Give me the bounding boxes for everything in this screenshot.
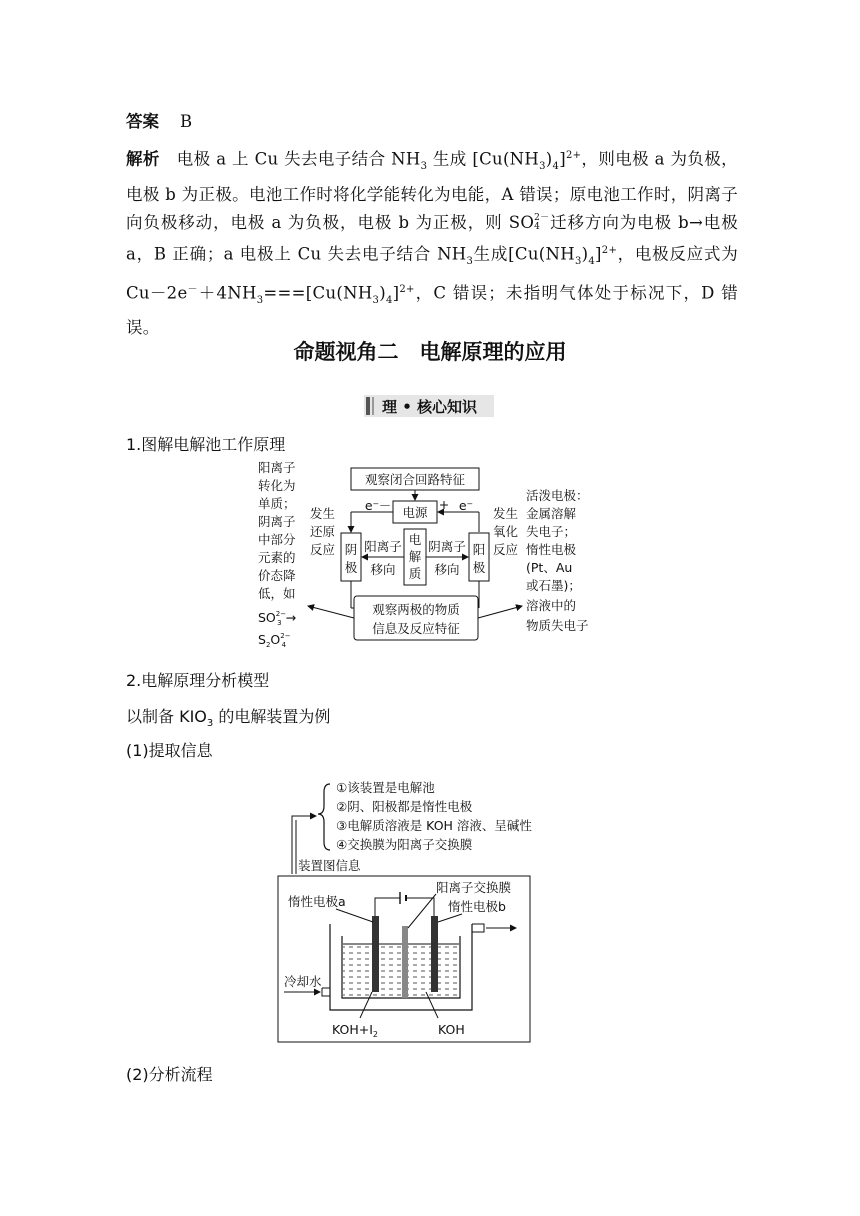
explanation-text: ) <box>379 283 386 303</box>
left-note-line: 中部分 <box>258 532 296 547</box>
electrode-a <box>372 916 379 992</box>
core-knowledge-badge <box>364 393 496 419</box>
so3-sub: 3 <box>277 619 282 627</box>
info-line: ③电解质溶液是 KOH 溶液、呈碱性 <box>336 818 532 833</box>
cathode-label: 阴 <box>344 542 358 557</box>
badge-bar <box>366 397 370 415</box>
subscript: 3 <box>466 255 474 267</box>
cation-move-label: 移向 <box>370 562 396 577</box>
left-solution-label <box>332 1022 378 1039</box>
explanation-text: 生成[Cu(NH <box>473 244 575 264</box>
example-tail: 的电解装置为例 <box>213 707 331 726</box>
power-label: 电源 <box>402 505 428 520</box>
right-note-line: 或石墨)； <box>526 578 581 593</box>
heading-1: 1.图解电解池工作原理 <box>126 435 286 454</box>
explanation-text: ] <box>392 283 400 303</box>
example-line <box>126 704 330 729</box>
right-solution-label: KOH <box>438 1022 465 1037</box>
left-note-line: 阴离子 <box>258 514 296 529</box>
oxidation-line: 发生 <box>493 506 519 521</box>
step-extract: (1)提取信息 <box>126 741 213 760</box>
so4-charge <box>534 214 549 232</box>
electrolysis-principle-diagram <box>250 458 600 654</box>
left-note <box>258 460 296 649</box>
minus-sign: － <box>378 498 392 513</box>
info-brace <box>318 784 330 850</box>
explanation-text: ＋4NH <box>197 283 257 303</box>
so3-text: SO <box>258 610 276 625</box>
badge-label: 理 • 核心知识 <box>382 398 478 416</box>
bottom-left-arrow <box>308 606 354 618</box>
info-list <box>336 780 532 852</box>
example-sub: 3 <box>206 718 214 730</box>
anion-move-label: 移向 <box>434 562 460 577</box>
explanation-text: ，电极反应式为 Cu－2e <box>126 244 738 303</box>
so3-formula <box>258 610 296 627</box>
answer-value: B <box>179 112 193 131</box>
subscript: 3 <box>420 160 428 172</box>
badge-graphic <box>364 393 496 419</box>
cooling-water-label: 冷却水 <box>284 974 322 989</box>
left-solution-text: KOH+I <box>332 1022 373 1037</box>
s2o4-sup: 2− <box>280 632 291 640</box>
kio3-electrolysis-device <box>276 776 532 1044</box>
superscript: 2+ <box>399 283 415 295</box>
badge-bar-thin <box>372 397 374 415</box>
superscript: 2+ <box>565 150 582 161</box>
subscript: 4 <box>552 160 560 172</box>
reduction-line: 还原 <box>310 524 336 539</box>
electron-right: e⁻ <box>458 498 474 513</box>
explanation-text: ，C 错误；未指明气体处于标况下，D 错误。 <box>126 283 738 338</box>
info-line: ①该装置是电解池 <box>336 780 435 795</box>
so3-sup: 2− <box>275 610 287 618</box>
bottom-box-label: 观察两极的物质 <box>372 602 460 617</box>
cathode-label: 极 <box>344 560 358 575</box>
oxidation-line: 反应 <box>493 542 519 557</box>
right-note-line: 惰性电极 <box>526 542 577 557</box>
oxidation-note <box>493 506 519 557</box>
anode-label: 极 <box>472 560 486 575</box>
answer-line <box>126 108 192 132</box>
subscript: 4 <box>588 255 596 267</box>
left-note-line: 转化为 <box>258 478 296 493</box>
heading-2: 2.电解原理分析模型 <box>126 671 270 690</box>
explanation-paragraph <box>126 142 738 342</box>
superscript: 2+ <box>601 244 618 256</box>
electron-left: e⁻ <box>364 498 380 513</box>
example-text: 以制备 KIO <box>126 707 207 726</box>
device-info-label: 装置图信息 <box>298 858 361 873</box>
answer-label: 答案 <box>126 112 159 131</box>
solution <box>343 944 459 997</box>
right-note-line: 溶液中的 <box>526 598 577 613</box>
s2o4-s: S <box>258 632 266 647</box>
electrode-b-label: 惰性电极b <box>448 899 506 914</box>
so3-arrow: → <box>285 610 297 625</box>
right-note-line: 物质失电子 <box>526 618 589 633</box>
electrolyte-label: 质 <box>408 566 422 581</box>
electrode-b <box>431 916 438 992</box>
reduction-note <box>310 506 336 557</box>
info-line: ②阴、阳极都是惰性电极 <box>336 799 473 814</box>
top-box-label: 观察闭合回路特征 <box>364 472 466 487</box>
electrolyte-label: 电 <box>408 532 422 547</box>
explanation-text: ] <box>595 244 602 264</box>
left-note-line: 单质； <box>258 496 296 511</box>
reduction-line: 发生 <box>310 506 336 521</box>
superscript: － <box>187 283 198 295</box>
cation-move-label: 阳离子 <box>364 539 402 554</box>
step-analyze: (2)分析流程 <box>126 1065 213 1084</box>
electrolyte-label: 解 <box>408 549 422 564</box>
s2o4-o: O <box>270 632 281 647</box>
left-note-line: 元素的 <box>258 550 296 565</box>
left-note-line: 阳离子 <box>258 460 296 475</box>
subscript: 3 <box>539 160 546 172</box>
right-note-line: 失电子； <box>526 524 577 539</box>
explanation-label: 解析 <box>126 149 160 169</box>
membrane-label: 阳离子交换膜 <box>436 880 512 895</box>
section-title: 命题视角二 电解原理的应用 <box>293 340 567 364</box>
anion-move-label: 阴离子 <box>428 539 466 554</box>
subscript: 4 <box>385 294 393 306</box>
explanation-text: ) <box>581 244 589 264</box>
explanation-text: ) <box>545 149 553 169</box>
cation-exchange-membrane <box>402 926 408 998</box>
so4-sub: 4 <box>534 222 541 233</box>
subscript: 3 <box>574 255 582 267</box>
right-note-line: 活泼电极： <box>526 488 589 503</box>
so4-sup: 2－ <box>534 213 550 224</box>
right-note-line: 金属溶解 <box>526 506 577 521</box>
bottom-box-label: 信息及反应特征 <box>372 621 460 636</box>
left-note-line: 价态降 <box>258 568 296 583</box>
explanation-text: ===[Cu(NH <box>263 283 373 303</box>
reduction-line: 反应 <box>310 542 336 557</box>
right-note <box>526 488 589 633</box>
explanation-text: 生成 [Cu(NH <box>427 149 540 169</box>
bottom-right-arrow <box>478 606 522 618</box>
left-note-line: 低，如 <box>258 586 296 601</box>
subscript: 3 <box>256 294 264 306</box>
info-line: ④交换膜为阳离子交换膜 <box>336 837 473 852</box>
oxidation-line: 氧化 <box>493 524 519 539</box>
right-note-line: (Pt、Au <box>526 560 573 575</box>
explanation-text: ，则电极 a 为负极，电极 b 为正极。电池工作时将化学能转化为电能，A 错误；原电池工作时，阴离子向负极移动，电极 a 为负极，电极 b 为正极，则 SO <box>126 149 738 232</box>
s2o4-formula <box>258 632 291 649</box>
s2o4-sub1: 2 <box>265 641 271 649</box>
explanation-text: 电极 a 上 Cu 失去电子结合 NH <box>176 149 421 169</box>
s2o4-sub2: 4 <box>281 641 287 649</box>
left-solution-sub: 2 <box>372 1030 379 1039</box>
explanation-text: ] <box>559 149 566 169</box>
electrode-a-label: 惰性电极a <box>288 894 346 909</box>
anode-label: 阳 <box>472 542 486 557</box>
plus-sign: + <box>438 497 450 512</box>
explanation-text: 迁移方向为电极 b→电极 a，B 正确；a 电极上 Cu 失去电子结合 NH <box>126 212 738 264</box>
subscript: 3 <box>372 294 380 306</box>
